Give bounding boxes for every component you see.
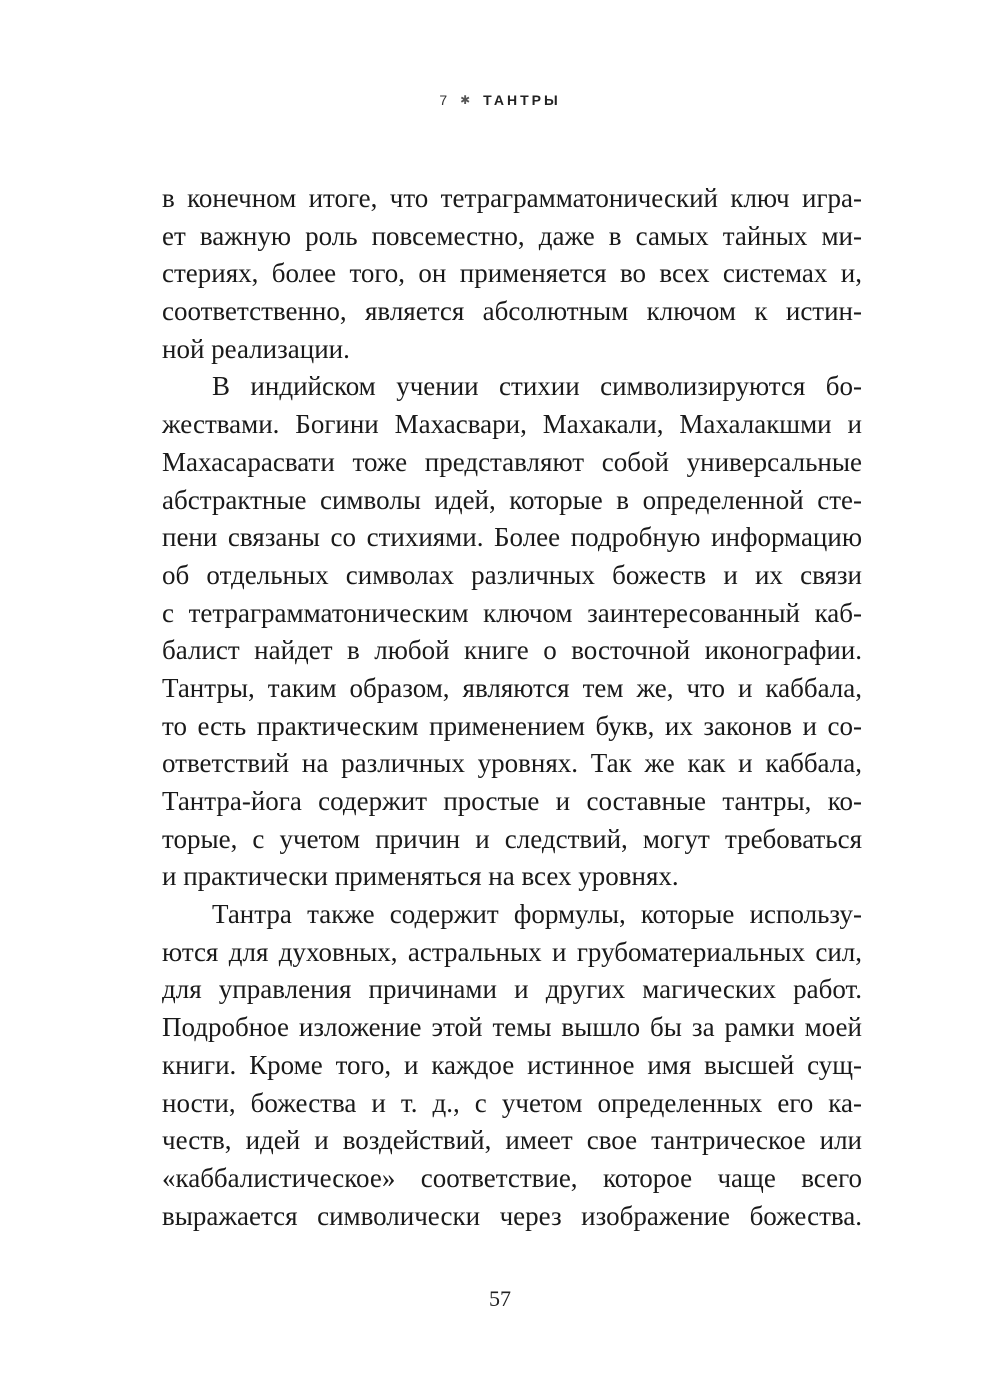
text-line: и практически применяться на всех уровнях.: [162, 861, 679, 892]
text-line: книги. Кроме того, и каждое истинное имя высшей сущ-: [162, 1049, 862, 1080]
text-line: стериях, более того, он применяется во всех системах и,: [162, 258, 862, 289]
text-line: В индийском учении стихии символизируются бо-: [212, 371, 862, 402]
text-line: Тантра также содержит формулы, которые использу-: [212, 899, 862, 930]
text-line: выражается символически через изображение божества.: [162, 1200, 862, 1231]
text-line: ет важную роль повсеместно, даже в самых тайных ми-: [162, 220, 862, 251]
text-line: с тетраграмматоническим ключом заинтересованный каб-: [162, 597, 862, 628]
paragraph: [162, 180, 862, 368]
text-line: ности, божества и т. д., с учетом определенных его ка-: [162, 1087, 862, 1118]
text-line: Тантра-йога содержит простые и составные тантры, ко-: [162, 786, 862, 816]
chapter-title: ТАНТРЫ: [483, 92, 561, 108]
text-line: ответствий на различных уровнях. Так же как и каббала,: [162, 748, 862, 779]
text-line: балист найдет в любой книге о восточной иконографии.: [162, 635, 862, 666]
text-line: пени связаны со стихиями. Более подробную информацию: [162, 522, 862, 553]
text-line: Тантры, таким образом, являются тем же, что и каббала,: [162, 672, 862, 703]
text-line: об отдельных символах различных божеств и их связи: [162, 559, 862, 590]
text-line: жествами. Богини Махасвари, Махакали, Махалакшми и: [162, 409, 862, 440]
text-line: ются для духовных, астральных и грубоматериальных сил,: [162, 936, 862, 967]
paragraph: [162, 368, 862, 896]
running-head: [0, 92, 1000, 108]
text-line: соответственно, является абсолютным ключом к истин-: [162, 296, 862, 327]
text-line: в конечном итоге, что тетраграмматонический ключ игра-: [162, 183, 862, 213]
text-line: то есть практическим применением букв, их законов и со-: [162, 710, 862, 741]
body-text: [162, 180, 862, 1235]
text-line: Подробное изложение этой темы вышло бы за рамки моей: [162, 1012, 862, 1043]
text-line: честв, идей и воздействий, имеет свое тантрическое или: [162, 1125, 862, 1156]
asterisk-ornament-icon: ✱: [460, 93, 474, 107]
text-line: «каббалистическое» соответствие, которое чаще всего: [162, 1162, 862, 1193]
text-line: Махасарасвати тоже представляют собой универсальные: [162, 446, 862, 477]
text-line: абстрактные символы идей, которые в определенной сте-: [162, 484, 862, 515]
paragraph: [162, 896, 862, 1235]
page-number: 57: [489, 1286, 511, 1311]
text-line: для управления причинами и других магических работ.: [162, 974, 862, 1005]
text-line: ной реализации.: [162, 333, 350, 364]
chapter-number: 7: [439, 92, 451, 108]
text-line: торые, с учетом причин и следствий, могут требоваться: [162, 823, 862, 854]
